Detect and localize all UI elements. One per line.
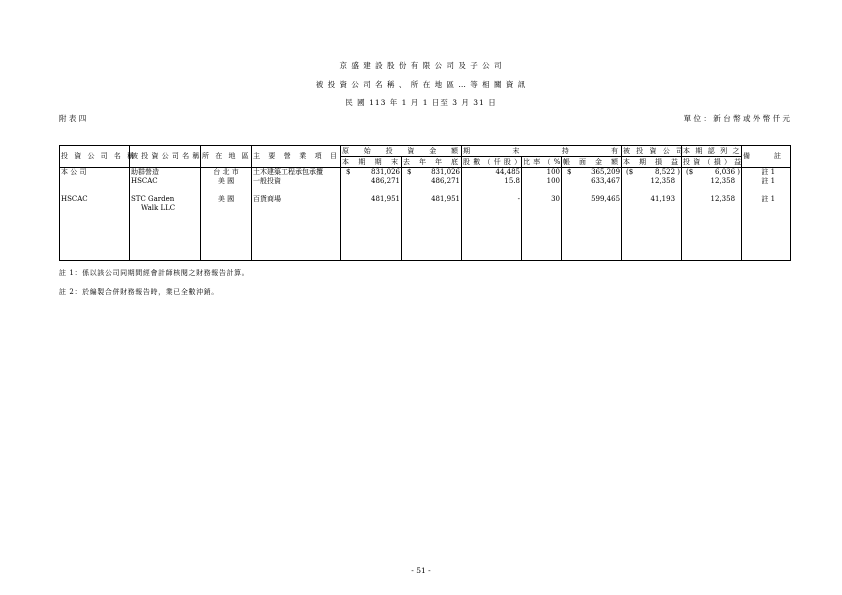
table-cell: 481,951 [431,195,461,203]
table-cell: 一般投資 [253,177,281,185]
table-cell: 註 1 [761,168,776,176]
company-title: 京 盛 建 設 股 份 有 限 公 司 及 子 公 司 [339,61,503,70]
table-cell: 本 公 司 [61,168,87,176]
col-period-end [341,168,402,261]
header-shares: 股 數 （ 仟 股 ） [463,157,522,166]
currency-symbol: $ [346,168,351,176]
table-cell: 助群營造 [131,168,159,176]
table-cell: 12,358 [710,195,736,203]
header-original-investment: 原 始 投 資 金 額 [342,146,461,155]
table-cell: 12,358 [710,177,736,185]
header-investee: 被 投 資 公 司 名 稱 [130,146,201,168]
header-recognized: 本 期 認 列 之 [683,146,741,155]
col-investee-pl [622,168,682,261]
table-cell: 美 國 [217,177,235,185]
header-book-value: 帳 面 金 額 [563,157,621,166]
investee-table [59,145,791,261]
table-cell: 44,485 [495,168,521,176]
table-cell: 15.8 [504,177,521,185]
col-investee [130,168,201,261]
table-cell: 百貨商場 [253,195,281,203]
header-business: 主 要 營 業 項 目 [252,146,341,168]
table-cell: 831,026 [371,168,400,176]
table-cell: 633,467 [591,177,621,185]
col-note [742,168,791,261]
period-title: 民 國 113 年 1 月 1 日至 3 月 31 日 [345,98,497,107]
footnote-2: 註 2：於編製合併財務報告時，業已全數沖銷。 [59,288,219,296]
table-cell: Walk LLC [141,204,176,212]
header-investee-pl: 被 投 資 公 司 [623,146,685,155]
table-cell: 831,026 [431,168,461,176]
col-business [252,168,341,261]
table-cell: 100 [546,177,561,185]
table-cell: HSCAC [61,195,88,203]
neg-open-paren: ( [626,168,629,176]
schedule-label: 附 表 四 [59,114,87,123]
table-cell: 土木建築工程承包承攬 [253,168,323,176]
table-cell: 美 國 [217,195,235,203]
report-title: 被 投 資 公 司 名 稱 、 所 在 地 區 … 等 相 關 資 訊 [315,80,527,89]
table-cell: 註 1 [761,177,776,185]
table-cell: 註 1 [761,195,776,203]
header-investee-pl-b: 本 期 損 益 [623,157,681,166]
col-recognized [682,168,742,261]
table-cell: 30 [551,195,561,203]
table-cell: 365,209 [591,168,621,176]
table-cell: 100 [546,168,561,176]
header-note: 備 註 [742,146,791,168]
table-cell: 8,522 ) [655,168,681,176]
currency-symbol: $ [688,168,694,176]
currency-symbol: $ [407,168,412,176]
page-number: - 51 - [411,566,431,575]
col-investor [60,168,130,261]
table-cell: 486,271 [431,177,461,185]
table-cell: 12,358 [650,177,676,185]
col-prior-year-end [402,168,462,261]
col-ratio [522,168,562,261]
header-investor: 投 資 公 司 名 稱 [60,146,130,168]
table-cell: 6,036 ) [715,168,741,176]
table-cell: 481,951 [371,195,400,203]
col-location [201,168,252,261]
table-cell: 599,465 [591,195,621,203]
neg-open-paren: ( [686,168,689,176]
col-shares [462,168,522,261]
currency-symbol: $ [628,168,634,176]
table-cell: STC Garden [131,195,175,203]
footnote-1: 註 1：係以該公司同期間經會計師核閱之財務報告計算。 [59,269,250,277]
header-prior-year-end: 去 年 年 底 [403,157,461,166]
col-book-value [562,168,622,261]
currency-symbol: $ [567,168,572,176]
table-cell: 41,193 [650,195,676,203]
table-cell: 台 北 市 [213,168,239,176]
header-period-end: 本 期 期 末 [342,157,400,166]
header-holding: 期 末 持 有 [463,146,621,155]
table-cell: - [517,195,521,203]
header-recognized-b: 投 資 （ 損 ） 益 [683,157,742,166]
header-ratio: 比 率 （ % ） [523,157,572,166]
table-cell: 486,271 [371,177,400,185]
unit-label: 單 位 ： 新 台 幣 或 外 幣 仟 元 [683,114,790,123]
table-cell: HSCAC [131,177,158,185]
header-location: 所 在 地 區 [201,146,252,168]
